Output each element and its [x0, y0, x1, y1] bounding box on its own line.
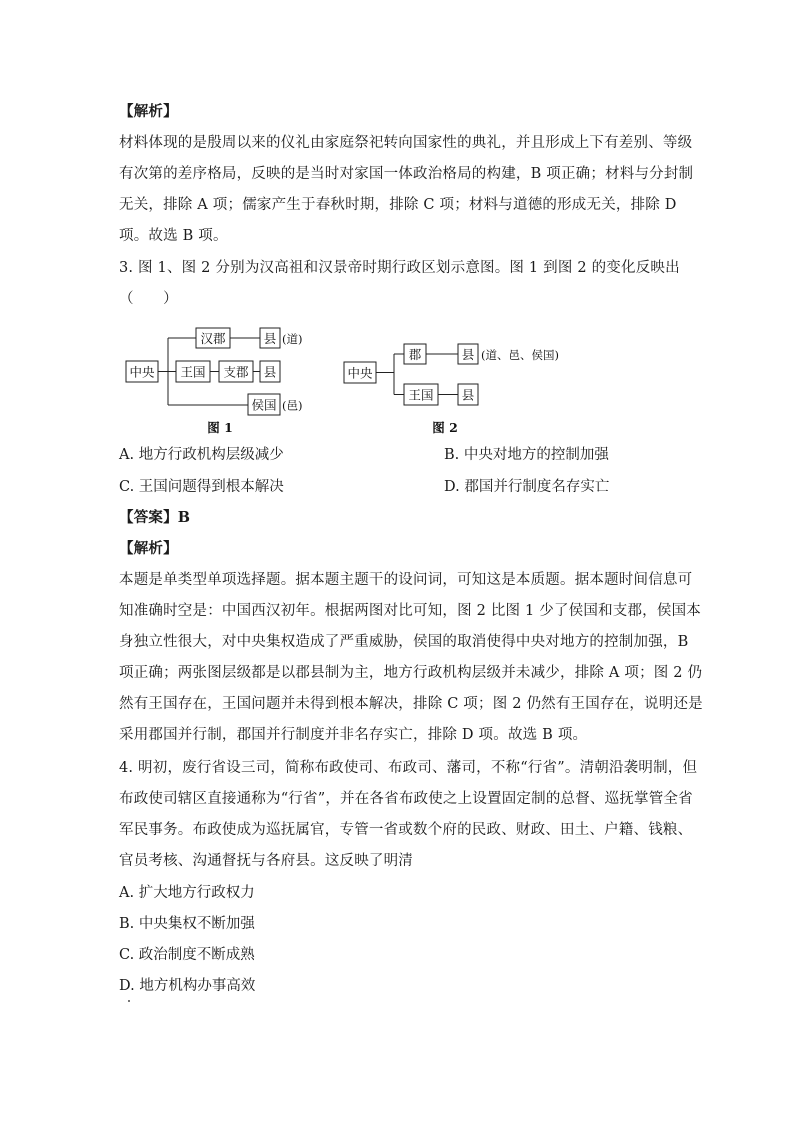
q3-option-d: D. 郡国并行制度名存实亡 — [444, 479, 610, 495]
fig1-center-label: 中央 — [129, 364, 155, 380]
fig2-jun-label: 郡 — [408, 347, 422, 362]
fig1-houguo-label: 侯国 — [251, 397, 277, 413]
fig1-zhijun-label: 支郡 — [223, 364, 249, 380]
fig1-xian-dao-label: 县 — [263, 331, 277, 346]
q3-analysis-heading: 【解析】 — [119, 540, 178, 557]
q3-analysis-line: 身独立性很大，对中央集权造成了严重威胁，侯国的取消使得中央对地方的控制加强，B — [119, 634, 689, 650]
q3-answer: 【答案】B — [119, 509, 191, 526]
fig1-hanjun-label: 汉郡 — [200, 331, 226, 346]
q3-stem-line: 3. 图 1、图 2 分别为汉高祖和汉景帝时期行政区划示意图。图 1 到图 2 的变化反映出 — [119, 260, 680, 276]
q3-analysis-line: 然有王国存在，王国问题并未得到根本解决，排除 C 项；图 2 仍然有王国存在，说明还是 — [119, 696, 703, 712]
figure-2-diagram — [342, 336, 572, 436]
fig1-xian-label: 县 — [263, 364, 277, 380]
q2-analysis-line: 有次第的差序格局，反映的是当时对家国一体政治格局的构建，B 项正确；材料与分封制 — [119, 166, 694, 182]
q2-analysis-line: 材料体现的是殷周以来的仪礼由家庭祭祀转向国家性的典礼，并且形成上下有差别、等级 — [119, 135, 693, 151]
fig2-center-label: 中央 — [347, 365, 373, 381]
q4-stem-line: 布政使司辖区直接通称为“行省”，并在各省布政使之上设置固定制的总督、巡抚掌管全省 — [119, 791, 693, 807]
q3-analysis-line: 本题是单类型单项选择题。据本题主题干的设问词，可知这是本质题。据本题时间信息可 — [119, 572, 693, 588]
q4-stem-line: 军民事务。布政使成为巡抚属官，专管一省或数个府的民政、财政、田土、户籍、钱粮、 — [119, 822, 693, 838]
q2-analysis-line: 无关，排除 A 项；儒家产生于春秋时期，排除 C 项；材料与道德的形成无关，排除 D — [119, 197, 677, 213]
fig2-note1: (道、邑、侯国) — [481, 348, 559, 362]
q2-analysis-line: 项。故选 B 项。 — [119, 228, 228, 244]
fig2-caption: 图 2 — [432, 420, 458, 435]
q2-analysis-heading: 【解析】 — [119, 103, 178, 120]
fig1-caption: 图 1 — [207, 420, 233, 435]
fig1-dao-note: (道) — [282, 332, 303, 346]
fig2-xian2-label: 县 — [461, 387, 475, 403]
q3-stem-line: （ ） — [119, 291, 178, 307]
fig2-wangguo-label: 王国 — [408, 387, 434, 403]
q3-analysis-line: 采用郡国并行制，郡国并行制度并非名存实亡，排除 D 项。故选 B 项。 — [119, 727, 588, 743]
figure-1-diagram — [120, 322, 320, 437]
scan-speck — [128, 1000, 130, 1002]
q3-analysis-line: 知准确时空是：中国西汉初年。根据两图对比可知，图 2 比图 1 少了侯国和支郡，侯国本 — [119, 603, 701, 619]
q4-option-d: D. 地方机构办事高效 — [119, 978, 256, 994]
fig1-yi-note: (邑) — [282, 398, 303, 413]
q4-option-b: B. 中央集权不断加强 — [119, 916, 255, 932]
q4-stem-line: 官员考核、沟通督抚与各府县。这反映了明清 — [119, 853, 413, 869]
q4-stem-line: 4. 明初，废行省设三司，简称布政使司、布政司、藩司，不称“行省”。清朝沿袭明制，但 — [119, 760, 698, 776]
q4-option-c: C. 政治制度不断成熟 — [119, 947, 255, 963]
q3-option-c: C. 王国问题得到根本解决 — [119, 479, 284, 495]
q4-option-a: A. 扩大地方行政权力 — [119, 885, 255, 901]
fig2-xian1-label: 县 — [461, 347, 475, 362]
fig1-wangguo-label: 王国 — [180, 364, 206, 380]
q3-analysis-line: 项正确；两张图层级都是以郡县制为主，地方行政机构层级并未减少，排除 A 项；图 2 仍 — [119, 665, 703, 681]
q3-option-b: B. 中央对地方的控制加强 — [444, 447, 609, 463]
q3-option-a: A. 地方行政机构层级减少 — [119, 447, 284, 463]
